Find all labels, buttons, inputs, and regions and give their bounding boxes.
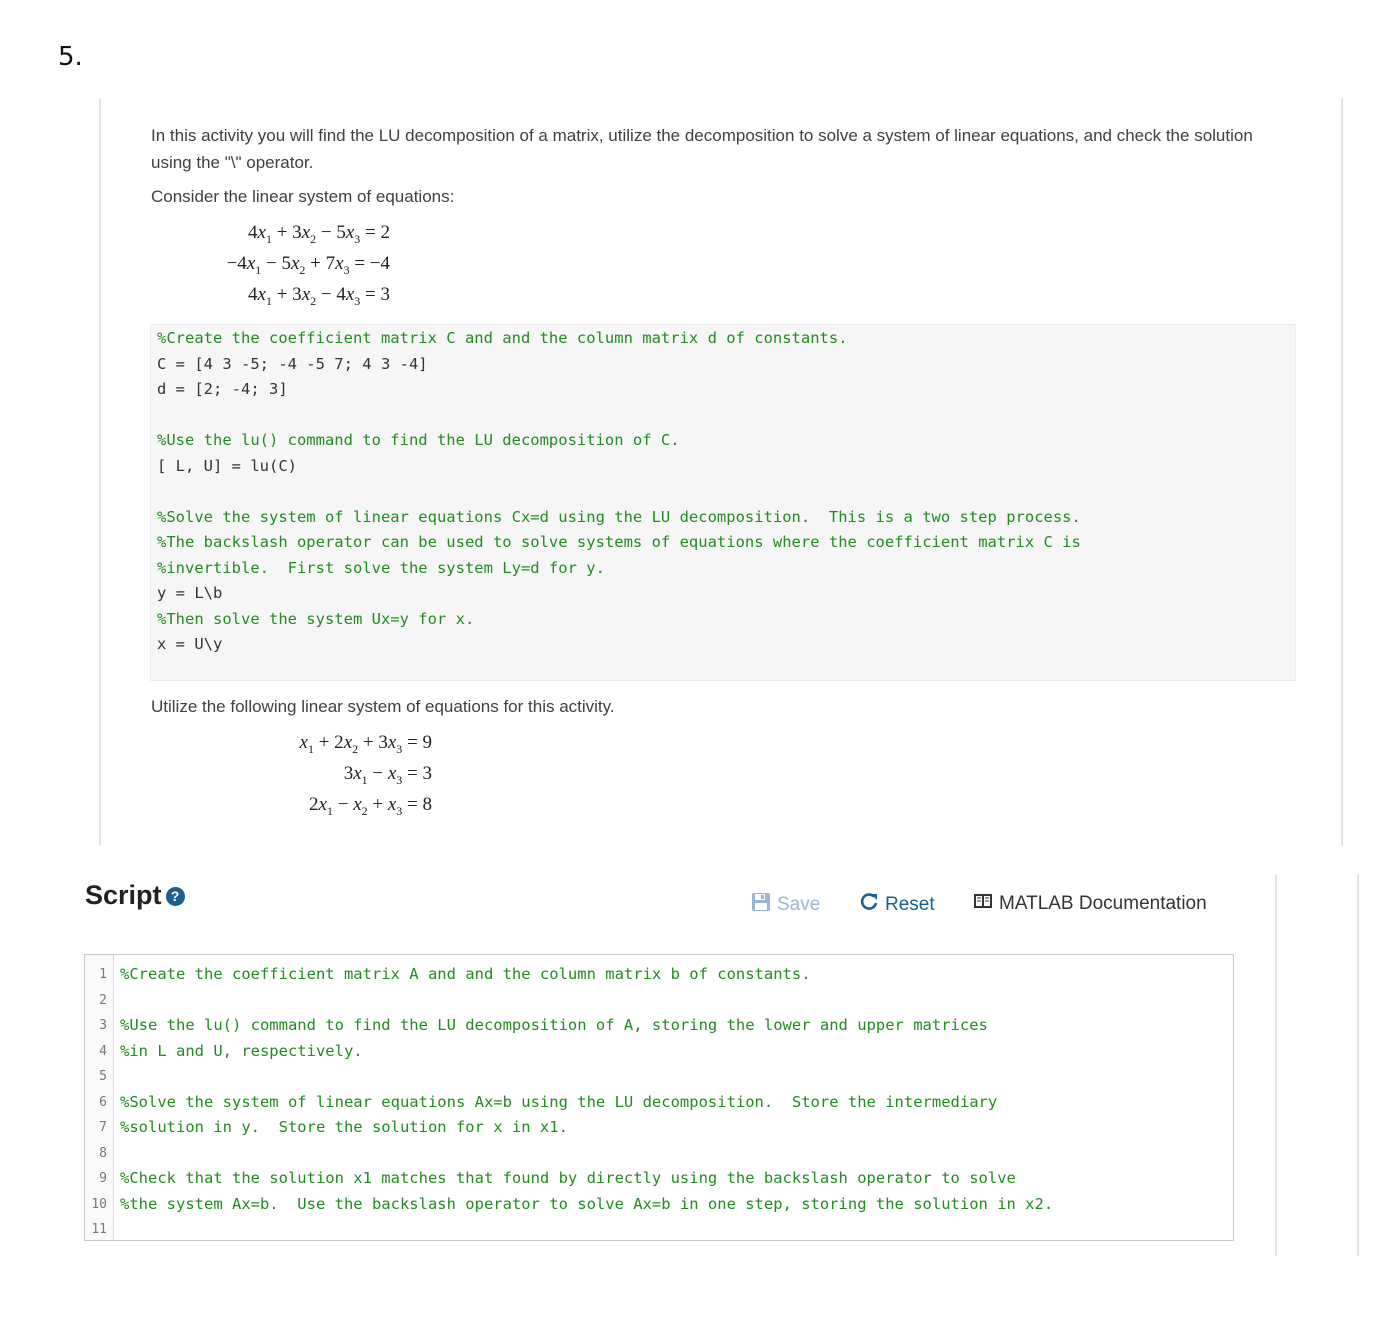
- book-icon: [973, 892, 993, 916]
- editor-line[interactable]: %in L and U, respectively.: [120, 1041, 363, 1060]
- save-label: Save: [777, 894, 821, 915]
- code-comment-line: %Use the lu() command to find the LU decomposition of C.: [157, 431, 680, 449]
- code-comment-line: %Solve the system of linear equations Cx=d using the LU decomposition. This is a two step process.: [157, 507, 1081, 526]
- panel-right-border: [1341, 98, 1343, 846]
- code-comment-line: %The backslash operator can be used to solve systems of equations where the coefficient matrix C is: [157, 533, 1081, 551]
- editor-line[interactable]: %solution in y. Store the solution for x in x1.: [120, 1118, 568, 1136]
- question-number: 5.: [58, 42, 83, 72]
- doc-label: MATLAB Documentation: [999, 893, 1207, 914]
- consider-text: Consider the linear system of equations:: [151, 187, 455, 206]
- line-number: 5: [99, 1069, 107, 1084]
- line-number: 4: [99, 1043, 107, 1059]
- code-line: [157, 479, 1081, 505]
- example-code-block: [150, 324, 1296, 681]
- code-comment-line: %Create the coefficient matrix C and and the column matrix d of constants.: [157, 329, 848, 347]
- script-panel-border-outer: [1357, 874, 1359, 1256]
- code-line: [157, 403, 1081, 429]
- code-comment-line: %invertible. First solve the system Ly=d for y.: [157, 558, 605, 577]
- line-number: 1: [99, 967, 107, 982]
- example-code-text: [157, 326, 1081, 658]
- matlab-documentation-button[interactable]: [973, 892, 1207, 916]
- equation-system-example: $4x_1 + 3x_2 - 5x_3 = 2$ $-4x_1 - 5x_2 + 7x_3 = -4$ $4x_1 + 3x_2 - 4x_3 = 3$: [226, 222, 390, 308]
- code-line: y = L\b: [157, 584, 223, 602]
- editor-line[interactable]: %Check that the solution x1 matches that found by directly using the backslash operator to solve: [120, 1169, 1016, 1187]
- line-number: 2: [99, 992, 107, 1008]
- editor-line[interactable]: %Create the coefficient matrix A and and the column matrix b of constants.: [120, 965, 811, 983]
- editor-line[interactable]: %Solve the system of linear equations Ax=b using the LU decomposition. Store the intermediary: [120, 1092, 998, 1111]
- line-number: 3: [99, 1018, 107, 1033]
- line-number: 10: [91, 1196, 107, 1212]
- circular-arrow-icon: [859, 892, 879, 918]
- utilize-text: Utilize the following linear system of equations for this activity.: [151, 697, 615, 716]
- script-title: [85, 880, 185, 911]
- script-editor[interactable]: [84, 954, 1234, 1241]
- save-button[interactable]: [751, 892, 820, 918]
- line-number-gutter: [85, 955, 114, 1240]
- script-title-text: Script: [85, 880, 162, 910]
- line-number: 11: [91, 1222, 107, 1237]
- reset-label: Reset: [885, 894, 935, 915]
- script-panel-border-inner: [1275, 874, 1277, 1256]
- line-number: 6: [99, 1094, 107, 1110]
- code-line: C = [4 3 -5; -4 -5 7; 4 3 -4]: [157, 354, 428, 373]
- code-line: d = [2; -4; 3]: [157, 380, 288, 398]
- line-number: 9: [99, 1171, 107, 1186]
- question-circle-icon[interactable]: ?: [166, 887, 185, 906]
- reset-button[interactable]: [859, 892, 935, 918]
- code-comment-line: %Then solve the system Ux=y for x.: [157, 609, 475, 628]
- panel-left-border: [99, 98, 101, 846]
- editor-line[interactable]: %Use the lu() command to find the LU decomposition of A, storing the lower and upper matrices: [120, 1016, 988, 1034]
- floppy-disk-icon: [751, 892, 771, 918]
- intro-paragraph: In this activity you will find the LU decomposition of a matrix, utilize the decomposition to solve a system of linear equations, and check the solution using the "\" operator.: [151, 126, 1253, 172]
- editor-line[interactable]: %the system Ax=b. Use the backslash operator to solve Ax=b in one step, storing the solution in x2.: [120, 1194, 1054, 1213]
- equation-system-activity: $x_1 + 2x_2 + 3x_3 = 9$ $3x_1 - x_3 = 3$ $2x_1 - x_2 + x_3 = 8$: [299, 732, 432, 818]
- code-line: x = U\y: [157, 635, 223, 653]
- line-number: 7: [99, 1120, 107, 1135]
- line-number: 8: [99, 1145, 107, 1161]
- code-line: [ L, U] = lu(C): [157, 456, 297, 475]
